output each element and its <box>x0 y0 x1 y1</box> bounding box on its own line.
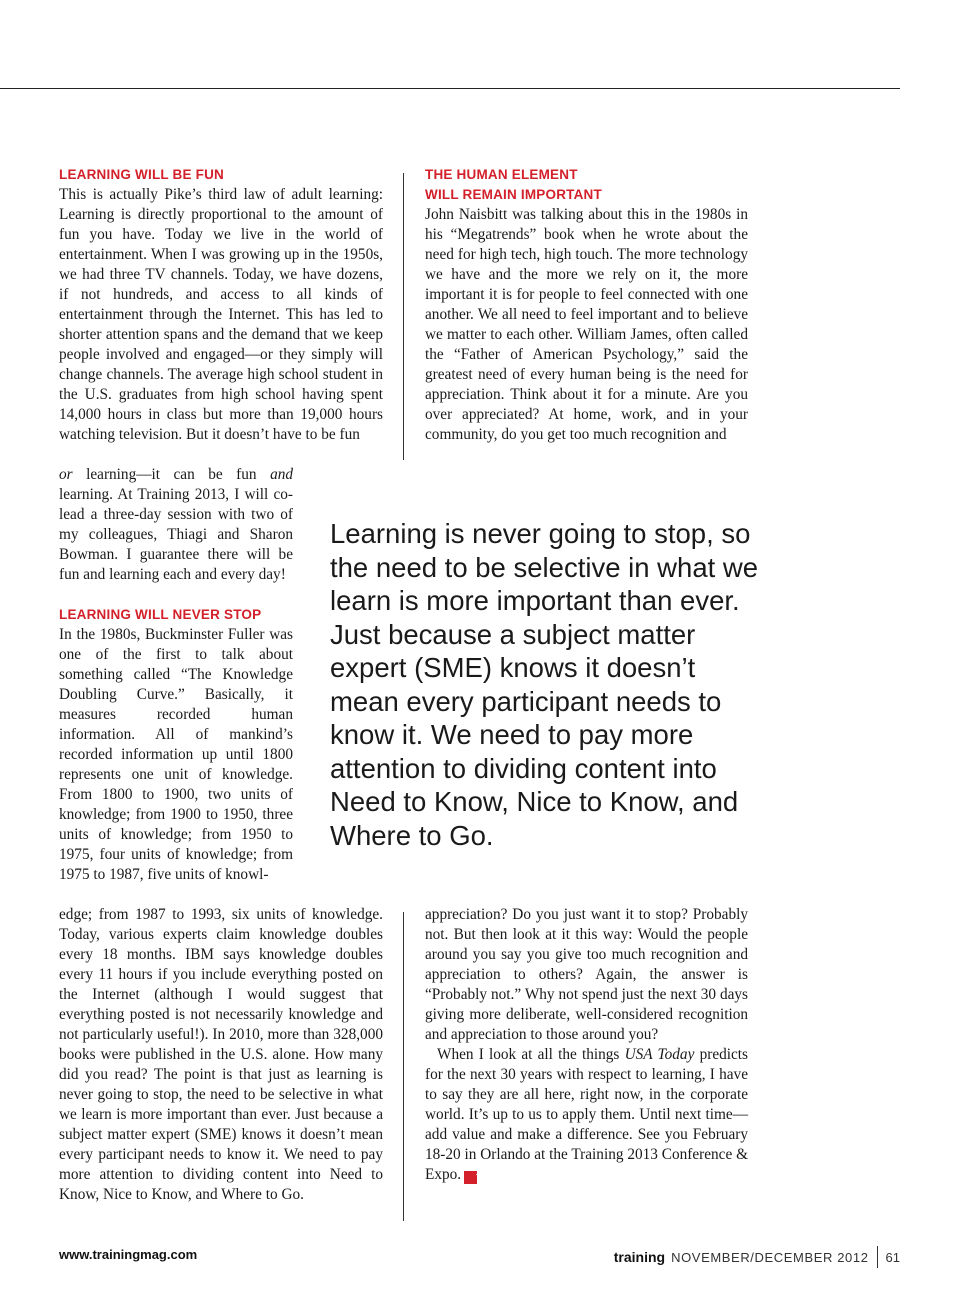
paragraph-never-stop-part2: edge; from 1987 to 1993, six units of knowledge. Today, various experts claim knowledge doubles every 18 months. IBM says knowledge doubles every 11 hours if you include everything posted on the Internet (although I would suggest that everything posted is not necessarily knowledge and not particularly useful!). In 2010, more than 328,000 books were published in the U.S. alone. How many did you read? The point is that just as learning is never going to stop, the need to be selective in what we learn is more important than ever. Just because a subject matter expert (SME) knows it doesn’t mean every participant needs to know it. We need to pay more attention to dividing content into Need to Know, Nice to Know, and Where to Go. <box>59 906 383 1203</box>
paragraph-closing <box>425 1045 748 1185</box>
page-number: 61 <box>885 1250 900 1265</box>
left-column-bottom <box>59 905 383 1205</box>
section-heading-fun: LEARNING WILL BE FUN <box>59 167 224 182</box>
end-mark-icon: t <box>464 1171 477 1184</box>
footer-url[interactable]: www.trainingmag.com <box>59 1247 198 1262</box>
column-divider-bottom <box>403 912 404 1221</box>
footer-issue: NOVEMBER/DECEMBER 2012 <box>671 1250 869 1265</box>
footer-folio <box>614 1246 900 1268</box>
pull-quote: Learning is never going to stop, so the need to be selective in what we learn is more important than ever. Just because a subject matter expert (SME) knows it doesn’t mean every participant needs to know it. We need to pay more attention to dividing content into Need to Know, Nice to Know, and Where to Go. <box>330 518 759 851</box>
emphasis-or: or <box>59 466 73 483</box>
left-column-body-wide <box>59 185 383 445</box>
paragraph-human-part2: appreciation? Do you just want it to stop? Probably not. But then look at it this way: Would the people around you say you give too much recognition and appreciation to others? Again, the answer is “Probably not.” Why not spend just the next 30 days giving more deliberate, well-considered recognition and appreciation to those around you? <box>425 906 748 1043</box>
section-heading-human-line1: THE HUMAN ELEMENT <box>425 167 578 182</box>
left-column-body-narrow <box>59 465 293 885</box>
section-heading-human-line2: WILL REMAIN IMPORTANT <box>425 187 602 202</box>
section-heading-never-stop: LEARNING WILL NEVER STOP <box>59 607 262 622</box>
paragraph-human-part1: John Naisbitt was talking about this in the 1980s in his “Megatrends” book when he wrote about the need for high tech, high touch. The more technology we have and the more we rely on it, the more important it is for people to feel connected with one another. We all need to feel important and to believe we matter to each other. William James, often called the “Father of American Psychology,” said the greatest need of every human being is the need for appreciation. Think about it for a minute. Are you over appreciated? At home, work, and in your community, do you get too much recognition and <box>425 206 748 443</box>
text-span: When I look at all the things <box>437 1046 620 1063</box>
text-span: predicts for the next 30 years with respect to learning, I have to say they are all here, right now, in the corporate world. It’s up to us to apply them. Until next time—add value and make a difference. See you February 18-20 in Orlando at the Training 2013 Conference & Expo. <box>425 1046 749 1183</box>
left-column-top <box>59 165 383 185</box>
emphasis-usa-today: USA Today <box>624 1046 695 1063</box>
footer-divider <box>877 1246 878 1268</box>
text-span: learning. At Training 2013, I will co-lead a three-day session with two of my colleagues, Thiagi and Sharon Bowman. I guarantee there will be fun and learning each and every day! <box>59 486 293 583</box>
paragraph-fun-part1: This is actually Pike’s third law of adult learning: Learning is directly proportional to the amount of fun you have. Today we live in the world of entertainment. When I was growing up in the 1950s, we had three TV channels. Today, we have dozens, if not hundreds, and access to all kinds of entertainment through the Internet. This has led to shorter attention spans and the demand that we keep people involved and engaged—or they simply will change channels. The average high school student in the U.S. graduates from high school having spent 14,000 hours in class but more than 19,000 hours watching television. But it doesn’t have to be fun <box>59 186 383 443</box>
paragraph-never-stop-part1: In the 1980s, Buckminster Fuller was one of the first to talk about something called “The Knowledge Doubling Curve.” Basically, it measures recorded human information. All of mankind’s recorded information up until 1800 represents one unit of knowledge. From 1800 to 1900, two units of knowledge; from 1900 to 1950, three units of knowledge; from 1950 to 1975, four units of knowledge; from 1975 to 1987, five units of knowl- <box>59 626 293 883</box>
right-column-bottom <box>425 905 748 1185</box>
text-span: learning—it can be fun <box>86 466 257 483</box>
paragraph-fun-part2 <box>59 465 293 585</box>
spacer <box>59 585 293 605</box>
emphasis-and: and <box>270 466 294 483</box>
column-divider-top <box>403 173 404 460</box>
footer-magazine-name: training <box>613 1249 666 1265</box>
right-column-top <box>425 165 748 445</box>
top-rule <box>0 88 900 89</box>
